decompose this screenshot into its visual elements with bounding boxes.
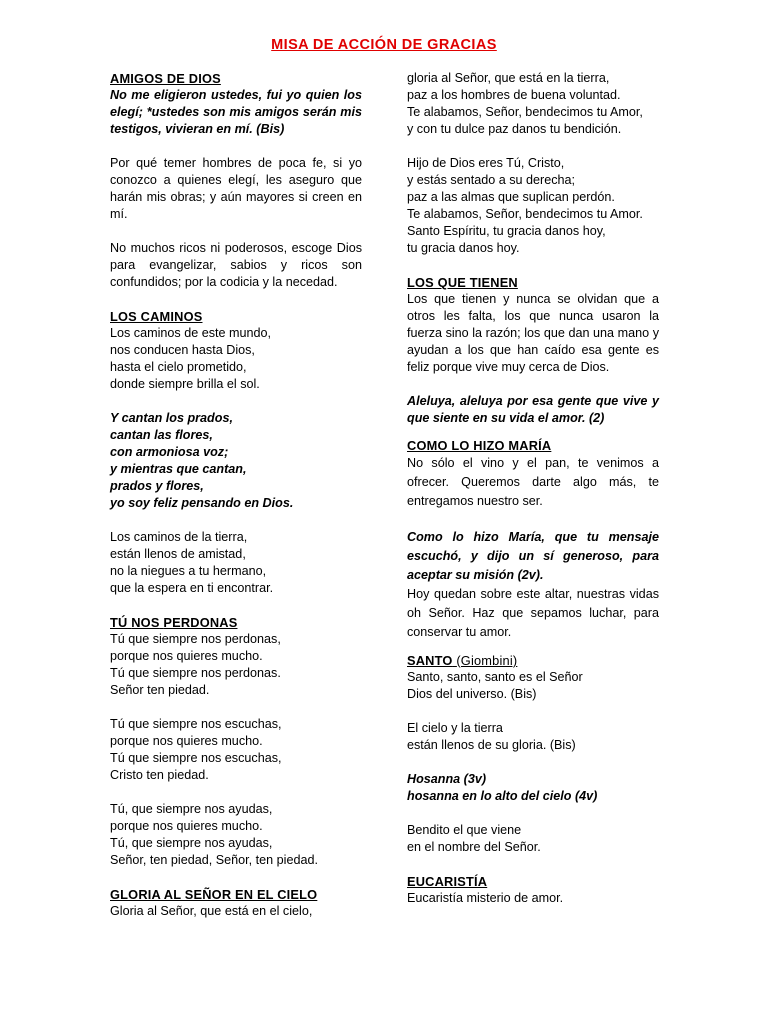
caminos-chorus-line: y mientras que cantan, [110,462,247,476]
caminos-verse-line: nos conducen hasta Dios, [110,343,255,357]
heading-word: NOS [131,615,160,630]
heading-santo [407,652,659,669]
gloria-line: gloria al Señor, que está en la tierra, [407,71,610,85]
amigos-verse-2: No muchos ricos ni poderosos, escoge Dios para evangelizar, sabios y ricos son confundidos; por la codicia y la necedad. [110,241,362,289]
hosanna-line: hosanna en lo alto del cielo (4v) [407,789,598,803]
perdonas-line: Tú que siempre nos escuchas, [110,717,282,731]
maria-verse-1: No sólo el vino y el pan, te venimos a ofrecer. Queremos darte algo más, te entregamos nuestro ser. [407,456,659,508]
gloria-line: Te alabamos, Señor, bendecimos tu Amor. [407,207,643,221]
tienen-verse: Los que tienen y nunca se olvidan que a otros les falta, los que nunca usaron la fuerza sino la razón; los que dan una mano y ayudan a los que han caído esa gente es feliz porque vive muy cerca de Dios. [407,292,659,374]
perdonas-line: Tú que siempre nos perdonas, [110,632,281,646]
perdonas-line: porque nos quieres mucho. [110,734,263,748]
heading-word: TÚ [110,615,128,630]
gloria-line: Santo Espíritu, tu gracia danos hoy, [407,224,606,238]
gloria-line: Te alabamos, Señor, bendecimos tu Amor, [407,105,643,119]
perdonas-line: porque nos quieres mucho. [110,649,263,663]
gloria-line: paz a las almas que suplican perdón. [407,190,615,204]
santo-author: (Giombini) [456,653,518,668]
maria-chorus: Como lo hizo María, que tu mensaje escuchó, y dijo un sí generoso, para aceptar su misión (2v). [407,530,659,582]
caminos-chorus-line: yo soy feliz pensando en Dios. [110,496,294,510]
heading-eucaristia: EUCARISTÍA [407,874,488,889]
caminos-verse-line: Los caminos de la tierra, [110,530,248,544]
gloria-line: tu gracia danos hoy. [407,241,520,255]
right-column [407,70,659,907]
caminos-verse-line: hasta el cielo prometido, [110,360,247,374]
tienen-chorus: Aleluya, aleluya por esa gente que vive y que siente en su vida el amor. (2) [407,394,659,425]
caminos-chorus-line: con armoniosa voz; [110,445,229,459]
eucaristia-line: Eucaristía misterio de amor. [407,891,564,905]
santo-line: están llenos de su gloria. (Bis) [407,738,576,752]
santo-line: El cielo y la tierra [407,721,503,735]
maria-verse-2: Hoy quedan sobre este altar, nuestras vidas oh Señor. Haz que sepamos luchar, para conservar tu amor. [407,587,659,639]
caminos-verse-line: que la espera en ti encontrar. [110,581,274,595]
caminos-verse-line: donde siempre brilla el sol. [110,377,260,391]
left-column [110,70,362,920]
perdonas-line: Cristo ten piedad. [110,768,209,782]
perdonas-line: Tú que siempre nos escuchas, [110,751,282,765]
perdonas-line: porque nos quieres mucho. [110,819,263,833]
heading-word: PERDONAS [163,615,238,630]
heading-como-lo-hizo-maria: COMO LO HIZO MARÍA [407,438,552,453]
santo-line: Santo, santo, santo es el Señor [407,670,583,684]
perdonas-line: Tú que siempre nos perdonas. [110,666,281,680]
perdonas-line: Señor ten piedad. [110,683,210,697]
amigos-verse-1: Por qué temer hombres de poca fe, si yo conozco a quienes elegí, les aseguro que harán mis obras; y aún mayores si creen en mí. [110,156,362,221]
caminos-chorus-line: prados y flores, [110,479,204,493]
gloria-line: y con tu dulce paz danos tu bendición. [407,122,622,136]
santo-line: Bendito el que viene [407,823,522,837]
santo-line: Dios del universo. (Bis) [407,687,537,701]
caminos-chorus-line: Y cantan los prados, [110,411,233,425]
caminos-verse-line: no la niegues a tu hermano, [110,564,267,578]
gloria-line: Gloria al Señor, que está en el cielo, [110,904,313,918]
caminos-chorus-line: cantan las flores, [110,428,213,442]
perdonas-line: Tú, que siempre nos ayudas, [110,802,273,816]
gloria-line: paz a los hombres de buena voluntad. [407,88,621,102]
perdonas-line: Tú, que siempre nos ayudas, [110,836,273,850]
heading-los-caminos: LOS CAMINOS [110,309,203,324]
santo-title: SANTO [407,653,453,668]
hosanna-line: Hosanna (3v) [407,772,487,786]
heading-gloria: GLORIA AL SEÑOR EN EL CIELO [110,887,318,902]
amigos-chorus: No me eligieron ustedes, fui yo quien los elegí; *ustedes son mis amigos serán mis testigos, vivieran en mí. (Bis) [110,88,362,136]
page-title: MISA DE ACCIÓN DE GRACIAS [271,37,497,53]
heading-amigos-de-dios: AMIGOS DE DIOS [110,71,221,86]
heading-tu-nos-perdonas [110,614,362,631]
gloria-line: y estás sentado a su derecha; [407,173,576,187]
santo-line: en el nombre del Señor. [407,840,541,854]
perdonas-line: Señor, ten piedad, Señor, ten piedad. [110,853,318,867]
gloria-line: Hijo de Dios eres Tú, Cristo, [407,156,565,170]
caminos-verse-line: Los caminos de este mundo, [110,326,272,340]
heading-los-que-tienen: LOS QUE TIENEN [407,275,518,290]
caminos-verse-line: están llenos de amistad, [110,547,246,561]
